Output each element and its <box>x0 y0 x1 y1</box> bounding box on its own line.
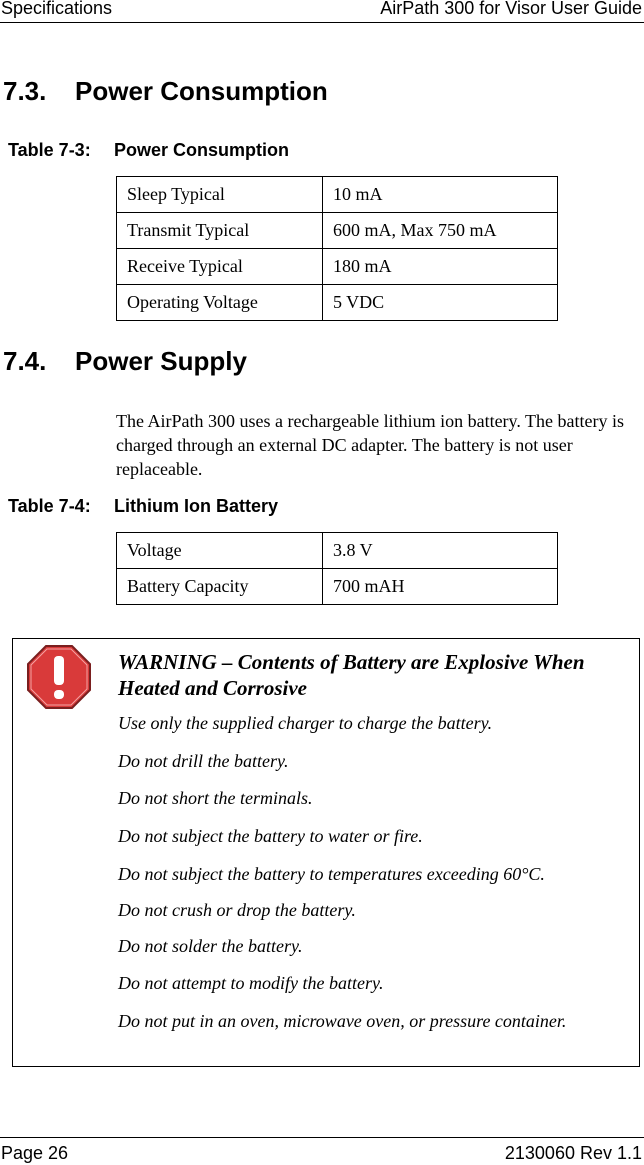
header-section-name: Specifications <box>1 0 113 18</box>
table-cell-parameter: Voltage <box>117 533 323 569</box>
table-cell-parameter: Sleep Typical <box>117 177 323 213</box>
table-cell-parameter: Receive Typical <box>117 249 323 285</box>
warning-item: Do not crush or drop the battery. <box>118 900 356 920</box>
section-heading-power-supply <box>3 346 247 377</box>
power-supply-paragraph: The AirPath 300 uses a rechargeable lithium ion battery. The battery is charged through an external DC adapter. The battery is not user replaceable. <box>116 411 625 479</box>
table-row <box>117 249 558 285</box>
table-caption-label: Table 7-4: <box>8 496 91 516</box>
table-caption-lithium-ion-battery <box>8 496 278 517</box>
page-header <box>0 0 644 23</box>
table-cell-parameter: Operating Voltage <box>117 285 323 321</box>
section-title: Power Supply <box>75 346 247 376</box>
footer-page-number: Page 26 <box>1 1143 69 1163</box>
table-row <box>117 177 558 213</box>
table-cell-value: 5 VDC <box>323 285 558 321</box>
warning-item: Do not subject the battery to water or fire. <box>118 826 423 846</box>
table-caption-power-consumption <box>8 140 289 161</box>
warning-item: Do not short the terminals. <box>118 788 313 808</box>
section-number: 7.4. <box>3 346 47 376</box>
warning-item: Do not drill the battery. <box>118 751 289 771</box>
footer-document-revision: 2130060 Rev 1.1 <box>504 1143 642 1163</box>
table-caption-title: Lithium Ion Battery <box>114 496 279 516</box>
table-cell-parameter: Battery Capacity <box>117 569 323 605</box>
section-number: 7.3. <box>3 76 47 106</box>
warning-exclamation-icon <box>26 644 92 710</box>
warning-item: Do not subject the battery to temperatures exceeding 60°C. <box>118 864 545 884</box>
table-row <box>117 213 558 249</box>
table-cell-value: 700 mAH <box>323 569 558 605</box>
lithium-ion-battery-table <box>116 532 558 605</box>
table-cell-value: 600 mA, Max 750 mA <box>323 213 558 249</box>
table-caption-label: Table 7-3: <box>8 140 91 160</box>
table-row <box>117 533 558 569</box>
warning-item: Do not put in an oven, microwave oven, or pressure container. <box>118 1011 567 1031</box>
page-footer <box>0 1137 644 1163</box>
table-cell-value: 10 mA <box>323 177 558 213</box>
warning-box <box>12 638 640 1067</box>
table-cell-value: 3.8 V <box>323 533 558 569</box>
table-row <box>117 569 558 605</box>
warning-item: Do not attempt to modify the battery. <box>118 973 384 993</box>
warning-item: Use only the supplied charger to charge the battery. <box>118 713 493 733</box>
warning-item: Do not solder the battery. <box>118 936 303 956</box>
table-row <box>117 285 558 321</box>
table-cell-value: 180 mA <box>323 249 558 285</box>
power-consumption-table <box>116 176 558 321</box>
table-cell-parameter: Transmit Typical <box>117 213 323 249</box>
section-title: Power Consumption <box>75 76 328 106</box>
table-caption-title: Power Consumption <box>114 140 289 160</box>
section-heading-power-consumption <box>3 76 328 107</box>
warning-title: WARNING – Contents of Battery are Explosive When Heated and Corrosive <box>118 650 585 700</box>
header-document-title: AirPath 300 for Visor User Guide <box>380 0 642 18</box>
